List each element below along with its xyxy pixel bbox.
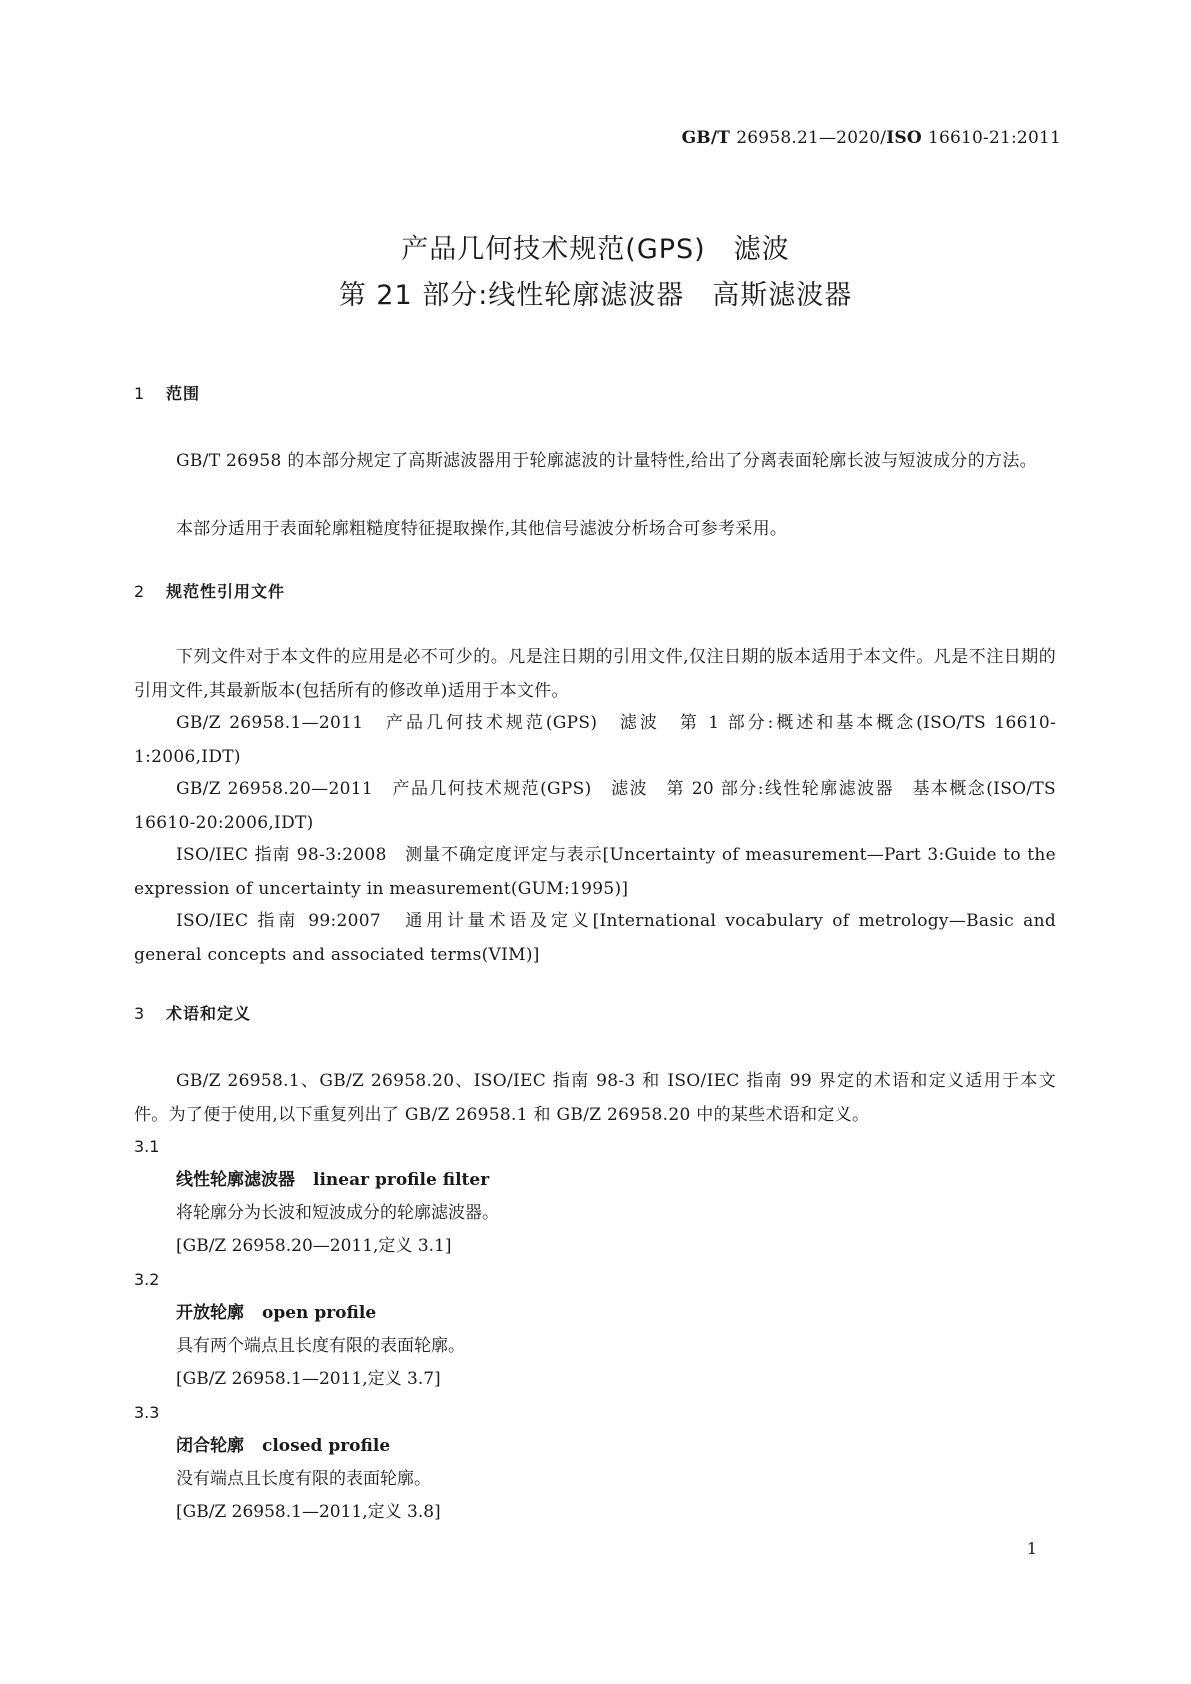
term-english: open profile	[262, 1303, 377, 1323]
paragraph: 下列文件对于本文件的应用是必不可少的。凡是注日期的引用文件,仅注日期的版本适用于本文件。凡是不注日期的引用文件,其最新版本(包括所有的修改单)适用于本文件。	[134, 647, 1056, 701]
section-title: 术语和定义	[166, 1004, 252, 1023]
section-number: 2	[134, 582, 146, 601]
term-definition: 将轮廓分为长波和短波成分的轮廓滤波器。	[176, 1203, 499, 1223]
page-number: 1	[1026, 1539, 1037, 1558]
document-title-line-2: 第 21 部分:线性轮廓滤波器 高斯滤波器	[338, 280, 853, 311]
standard-number-middle: 26958.21—2020/	[736, 128, 887, 148]
term-definition: 没有端点且长度有限的表面轮廓。	[176, 1469, 431, 1489]
term-source: [GB/Z 26958.20—2011,定义 3.1]	[176, 1236, 452, 1256]
reference-entry: ISO/IEC 指南 99:2007 通用计量术语及定义[International vocabulary of metrology—Basic and general concepts and associated terms(VIM)]	[134, 911, 1056, 965]
term-definition: 具有两个端点且长度有限的表面轮廓。	[176, 1336, 465, 1356]
standard-iso-prefix: ISO	[886, 128, 928, 148]
term-english: linear profile filter	[313, 1170, 490, 1190]
standard-number	[682, 126, 1061, 150]
term-source: [GB/Z 26958.1—2011,定义 3.7]	[176, 1369, 441, 1389]
term-chinese: 线性轮廓滤波器	[176, 1170, 295, 1190]
reference-entry: GB/Z 26958.20—2011 产品几何技术规范(GPS) 滤波 第 20 部分:线性轮廓滤波器 基本概念(ISO/TS 16610-20:2006,IDT)	[134, 779, 1056, 833]
paragraph: 本部分适用于表面轮廓粗糙度特征提取操作,其他信号滤波分析场合可参考采用。	[176, 519, 788, 539]
term-english: closed profile	[262, 1436, 391, 1456]
document-title-line-1: 产品几何技术规范(GPS) 滤波	[401, 234, 790, 265]
term-heading	[176, 1434, 390, 1458]
term-number: 3.3	[134, 1403, 160, 1422]
paragraph: GB/Z 26958.1、GB/Z 26958.20、ISO/IEC 指南 98-3 和 ISO/IEC 指南 99 界定的术语和定义适用于本文件。为了便于使用,以下重复列出了 GB/Z 26958.1 和 GB/Z 26958.20 中的某些术语和定义。	[134, 1071, 1056, 1125]
section-heading-terms	[134, 1002, 251, 1026]
section-number: 3	[134, 1004, 146, 1023]
term-chinese: 闭合轮廓	[176, 1436, 244, 1456]
reference-entry: GB/Z 26958.1—2011 产品几何技术规范(GPS) 滤波 第 1 部分:概述和基本概念(ISO/TS 16610-1:2006,IDT)	[134, 713, 1056, 767]
section-number: 1	[134, 384, 146, 403]
term-number: 3.2	[134, 1270, 160, 1289]
section-title: 范围	[166, 384, 201, 403]
standard-prefix: GB/T	[681, 128, 737, 148]
section-title: 规范性引用文件	[166, 582, 286, 601]
paragraph: GB/T 26958 的本部分规定了高斯滤波器用于轮廓滤波的计量特性,给出了分离表面轮廓长波与短波成分的方法。	[176, 451, 1037, 471]
term-heading	[176, 1301, 376, 1325]
standard-number-end: 16610-21:2011	[927, 128, 1061, 148]
term-number: 3.1	[134, 1137, 160, 1156]
term-heading	[176, 1168, 489, 1192]
reference-entry: ISO/IEC 指南 98-3:2008 测量不确定度评定与表示[Uncertainty of measurement—Part 3:Guide to the expression of uncertainty in measurement(GUM:1995)]	[134, 845, 1056, 899]
term-source: [GB/Z 26958.1—2011,定义 3.8]	[176, 1502, 441, 1522]
section-heading-normative-references	[134, 580, 285, 604]
term-chinese: 开放轮廓	[176, 1303, 244, 1323]
section-heading-scope	[134, 382, 200, 406]
